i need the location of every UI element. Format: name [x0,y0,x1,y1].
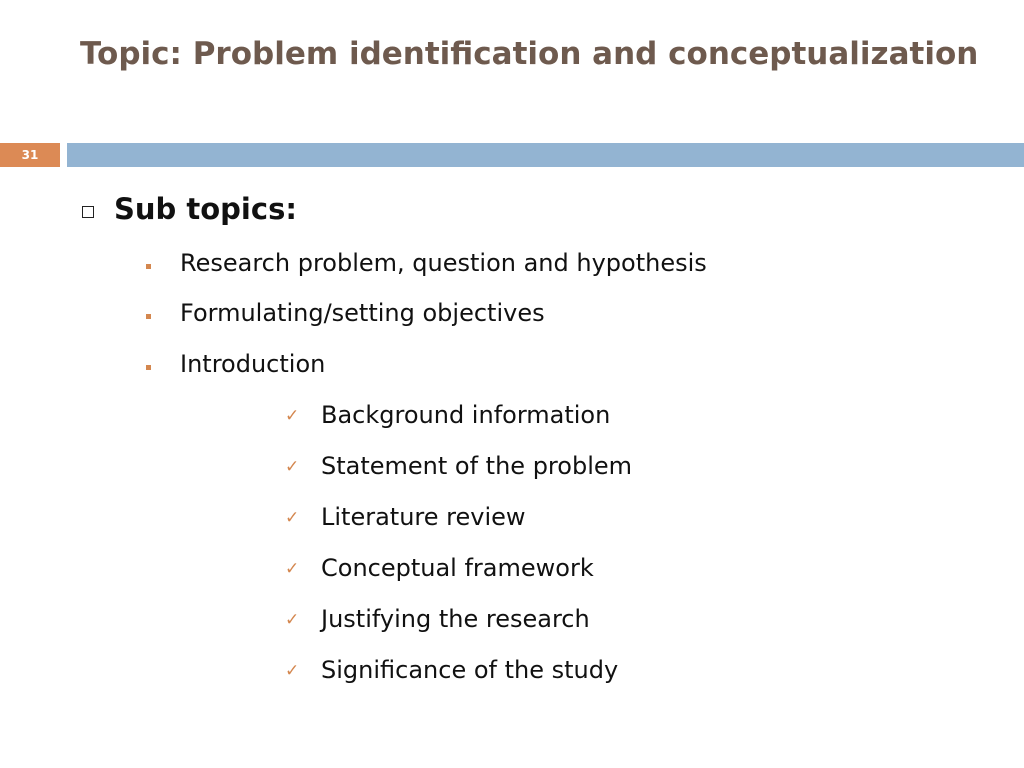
slide-number-badge: 31 [0,143,60,167]
square-marker-icon [146,264,151,269]
checkmark-icon: ✓ [285,661,300,681]
check-list-item-label: Conceptual framework [321,554,594,582]
slide-title: Topic: Problem identification and conceptualization [80,36,979,72]
checkmark-icon: ✓ [285,508,300,528]
list-item-label: Formulating/setting objectives [180,299,545,327]
check-list-item-label: Literature review [321,503,526,531]
check-list-item-label: Justifying the research [321,605,590,633]
check-list-item-label: Statement of the problem [321,452,633,480]
check-list-item-label: Significance of the study [321,656,619,684]
checkmark-icon: ✓ [285,559,300,579]
check-list-item-label: Background information [321,401,611,429]
list-item-label: Research problem, question and hypothesis [180,249,707,277]
square-bullet-icon [82,206,94,218]
square-marker-icon [146,314,151,319]
list-item-label: Introduction [180,350,326,378]
square-marker-icon [146,365,151,370]
checkmark-icon: ✓ [285,406,300,426]
main-bullet-label: Sub topics: [114,192,297,226]
header-bar [67,143,1024,167]
checkmark-icon: ✓ [285,610,300,630]
checkmark-icon: ✓ [285,457,300,477]
